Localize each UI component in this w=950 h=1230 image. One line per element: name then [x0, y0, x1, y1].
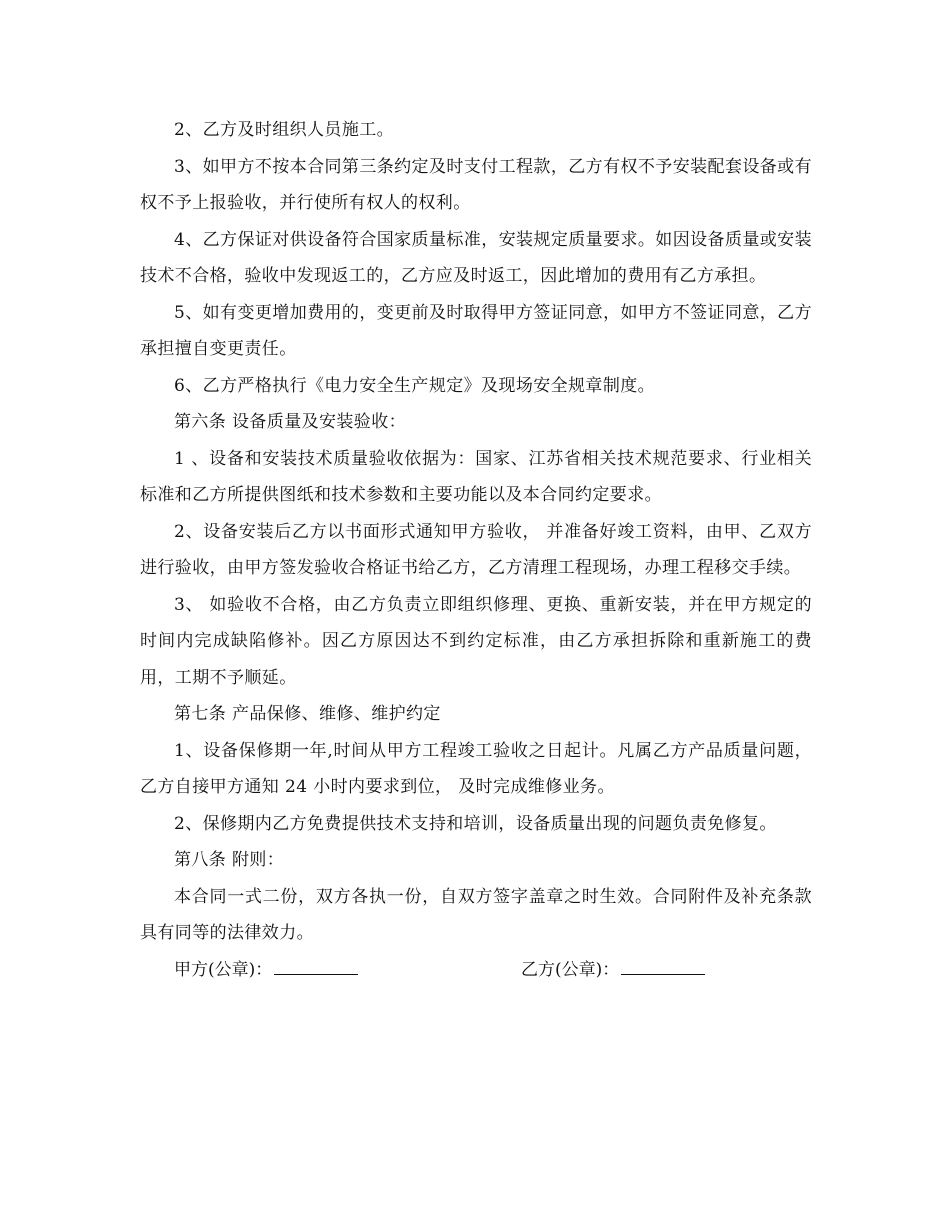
- party-a-signature: [174, 952, 358, 989]
- article-8-heading: 第八条 附则：: [174, 850, 285, 870]
- party-a-signature-line: [274, 952, 358, 975]
- article-7-item: 2、保修期内乙方免费提供技术支持和培训，设备质量出现的问题负责免修复。: [174, 813, 777, 834]
- article-6-item: 3、 如验收不合格，由乙方负责立即组织修理、更换、重新安装，并在甲方规定的时间内完成缺陷修补。因乙方原因达不到约定标准，由乙方承担拆除和重新施工的费用，工期不予顺延。: [140, 594, 812, 688]
- article-6-item: 1 、设备和安装技术质量验收依据为：国家、江苏省相关技术规范要求、行业相关标准和乙方所提供图纸和技术参数和主要功能以及本合同约定要求。: [140, 448, 812, 505]
- article-6-item: 2、设备安装后乙方以书面形式通知甲方验收， 并准备好竣工资料，由甲、乙双方进行验收，由甲方签发验收合格证书给乙方，乙方清理工程现场，办理工程移交手续。: [140, 521, 812, 578]
- clause-paragraph: 6、乙方严格执行《电力安全生产规定》及现场安全规章制度。: [174, 375, 656, 396]
- article-6-heading: 第六条 设备质量及安装验收：: [174, 412, 407, 432]
- article-7-heading: 第七条 产品保修、维修、维护约定: [174, 704, 441, 724]
- clause-paragraph: 3、如甲方不按本合同第三条约定及时支付工程款，乙方有权不予安装配套设备或有权不予上报验收，并行使所有权人的权利。: [140, 156, 812, 213]
- party-a-label: 甲方(公章)：: [174, 959, 273, 980]
- clause-paragraph: 4、乙方保证对供设备符合国家质量标准，安装规定质量要求。如因设备质量或安装技术不合格，验收中发现返工的，乙方应及时返工，因此增加的费用有乙方承担。: [140, 229, 812, 286]
- signature-row: [140, 952, 812, 989]
- party-b-signature-line: [621, 952, 705, 975]
- party-b-label: 乙方(公章)：: [521, 959, 620, 980]
- article-8-item: 本合同一式二份，双方各执一份，自双方签字盖章之时生效。合同附件及补充条款具有同等的法律效力。: [140, 886, 812, 943]
- article-7-item: 1、设备保修期一年,时间从甲方工程竣工验收之日起计。凡属乙方产品质量问题，乙方自接甲方通知 24 小时内要求到位， 及时完成维修业务。: [140, 740, 812, 797]
- clause-paragraph: 5、如有变更增加费用的，变更前及时取得甲方签证同意，如甲方不签证同意，乙方承担擅自变更责任。: [140, 302, 812, 359]
- contract-page: [140, 112, 812, 988]
- clause-paragraph: 2、乙方及时组织人员施工。: [174, 120, 395, 140]
- party-b-signature: [521, 952, 705, 989]
